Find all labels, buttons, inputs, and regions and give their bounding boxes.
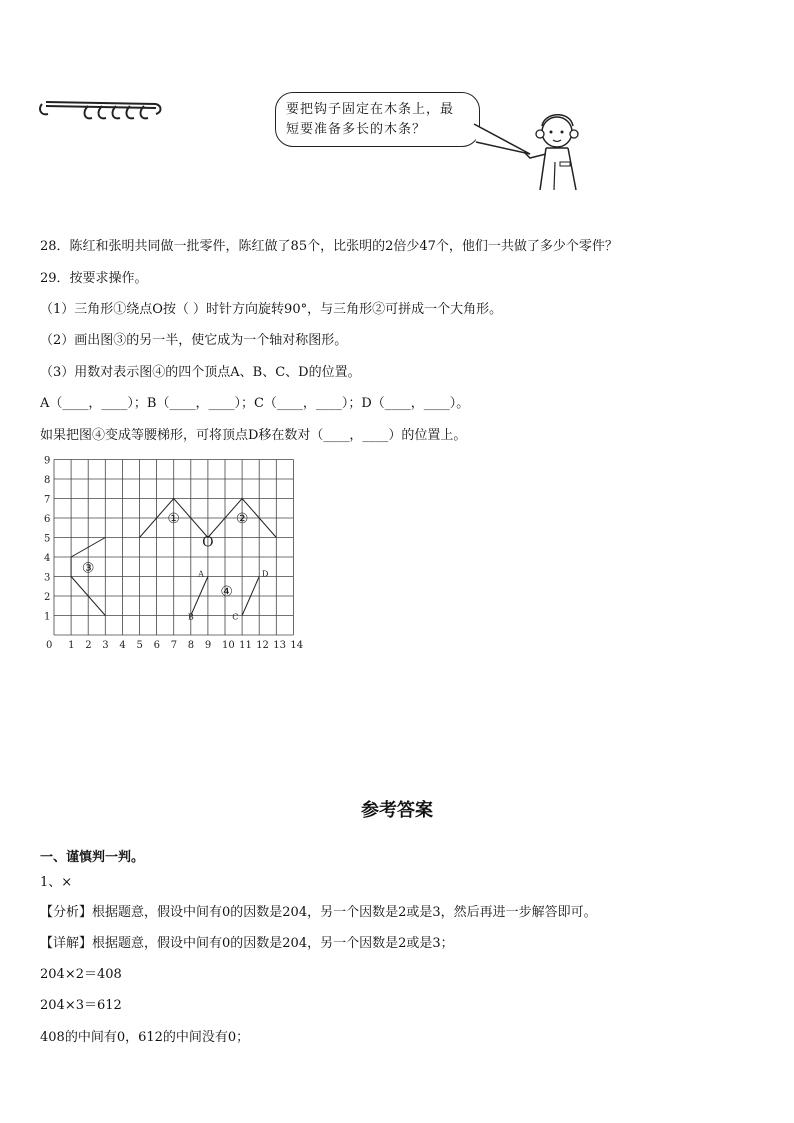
y-tick-label: 5	[44, 533, 51, 545]
answer-analysis: 【分析】根据题意，假设中间有0的因数是204，另一个因数是2或是3，然后再进一步解答即可。	[40, 905, 597, 920]
hooks-on-bar-illustration	[36, 92, 166, 124]
answer-section-1: 一、谨慎判一判。	[40, 850, 145, 865]
answer-detail: 【详解】根据题意，假设中间有0的因数是204，另一个因数是2或是3；	[40, 936, 454, 951]
point-o-label: O	[202, 534, 214, 551]
y-tick-label: 6	[44, 514, 51, 525]
y-tick-label: 9	[44, 455, 51, 467]
point-b-label: B	[187, 612, 194, 622]
x-tick-label: 5	[136, 640, 143, 651]
x-tick-label: 11	[239, 640, 252, 651]
answer-calc-2: 204×3＝612	[40, 998, 122, 1013]
x-tick-label: 8	[187, 640, 195, 651]
x-tick-label: 7	[170, 640, 178, 651]
answer-item-1: 1、×	[40, 875, 73, 890]
y-tick-label: 8	[44, 475, 51, 486]
x-tick-label: 14	[290, 640, 304, 651]
y-tick-label: 7	[44, 494, 51, 506]
shape-4-label: ④	[220, 584, 233, 600]
y-tick-label: 3	[44, 572, 51, 584]
y-tick-label: 4	[44, 553, 51, 564]
speech-bubble	[275, 92, 480, 147]
x-tick-label: 9	[204, 640, 212, 651]
question-29-part-3: （3）用数对表示图④的四个顶点A、B、C、D的位置。	[40, 365, 361, 380]
question-29-part-1: （1）三角形①绕点O按（ ）时针方向旋转90°，与三角形②可拼成一个大角形。	[40, 302, 503, 317]
question-28: 28．陈红和张明共同做一批零件，陈红做了85个，比张明的2倍少47个，他们一共做了多少个零件？	[40, 239, 618, 254]
x-tick-label: 2	[85, 640, 92, 651]
speech-line-1: 要把钩子固定在木条上，最	[286, 102, 455, 117]
answer-conclusion: 408的中间有0，612的中间没有0；	[40, 1030, 250, 1045]
question-29-coordinate-blanks: A（____，____）；B（____，____）；C（____，____）；D（____，____）。	[40, 396, 470, 411]
x-tick-label: 1	[68, 640, 75, 651]
x-tick-label: 6	[153, 640, 160, 651]
y-tick-label: 1	[44, 611, 51, 623]
shape-1-label: ①	[167, 510, 180, 527]
point-c-label: C	[232, 612, 239, 622]
x-tick-label: 12	[256, 640, 269, 651]
answer-title: 参考答案	[361, 800, 433, 821]
question-29-title: 29．按要求操作。	[40, 271, 148, 286]
point-a-label: A	[198, 569, 204, 579]
coordinate-grid	[36, 452, 316, 654]
x-tick-label: 10	[222, 640, 235, 651]
speech-line-2: 短要准备多长的木条？	[286, 122, 427, 137]
x-tick-label: 3	[102, 640, 109, 651]
girl-figure-illustration	[520, 102, 590, 194]
x-tick-label: 13	[273, 640, 287, 651]
shape-3-label: ③	[81, 560, 95, 577]
x-tick-label: 4	[119, 640, 126, 651]
grid-lines	[54, 460, 293, 636]
question-29-part-4: 如果把图④变成等腰梯形，可将顶点D移在数对（____，____）的位置上。	[40, 428, 467, 443]
shape-2-label: ②	[235, 510, 249, 527]
y-tick-label: 2	[44, 592, 51, 603]
question-29-part-2: （2）画出图③的另一半，使它成为一个轴对称图形。	[40, 333, 348, 348]
point-d-label: D	[261, 569, 269, 579]
answer-calc-1: 204×2＝408	[40, 967, 122, 982]
x-tick-label: 0	[46, 640, 53, 651]
